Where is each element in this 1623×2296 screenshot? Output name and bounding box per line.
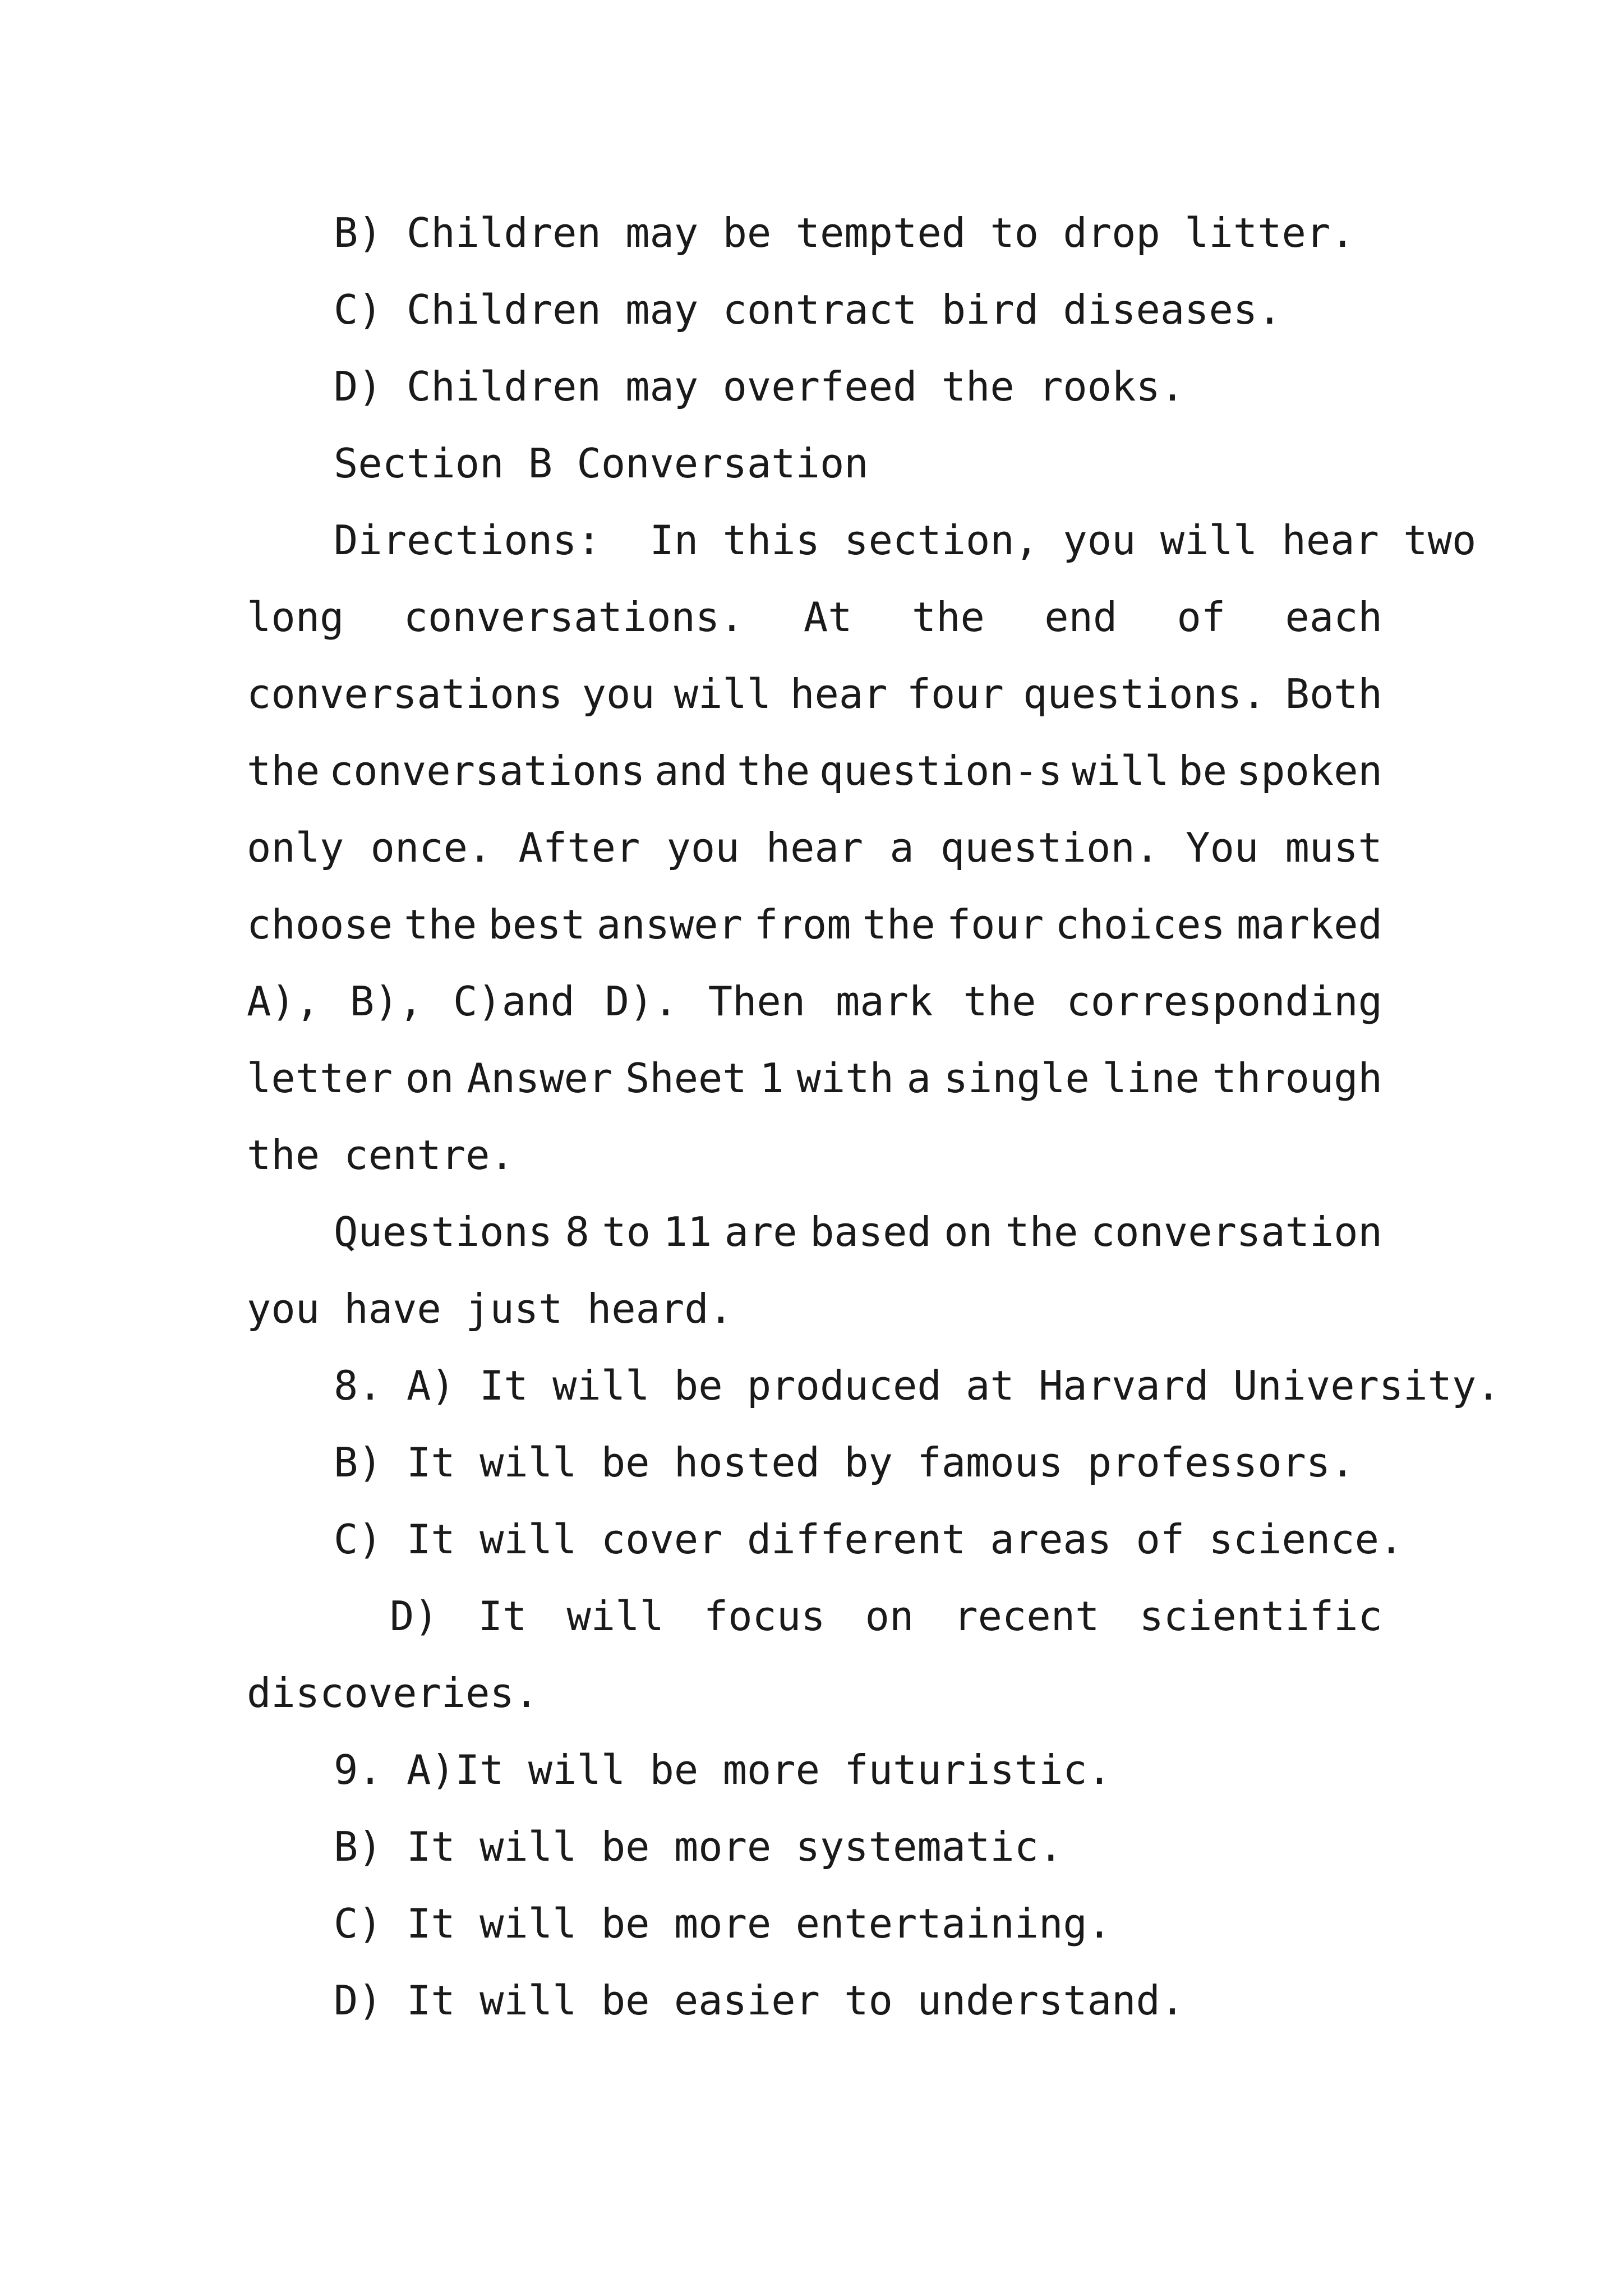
q8-option-a: 8. A) It will be produced at Harvard University. <box>334 1362 1501 1409</box>
word: spoken <box>1236 747 1382 794</box>
word: once. <box>370 824 492 871</box>
directions-line-6 <box>247 886 1382 963</box>
word: will <box>566 1593 664 1640</box>
word: each <box>1285 593 1382 641</box>
word: single <box>943 1055 1090 1102</box>
section-heading: Section B Conversation <box>334 440 869 487</box>
word: conversations. <box>403 593 744 641</box>
word: long <box>247 593 344 641</box>
word: A), <box>247 978 320 1025</box>
word: the <box>963 978 1036 1025</box>
word: Questions <box>334 1208 553 1255</box>
word: choose <box>247 901 393 948</box>
q8-option-b: B) It will be hosted by famous professors. <box>334 1439 1355 1486</box>
word: through <box>1212 1055 1382 1102</box>
word: and <box>654 747 728 794</box>
q7-option-b: B) Children may be tempted to drop litter. <box>334 209 1355 256</box>
word: to <box>602 1208 651 1255</box>
word: hear <box>766 824 864 871</box>
word: you <box>666 824 740 871</box>
word: must <box>1285 824 1382 871</box>
word: question. <box>940 824 1160 871</box>
q9-option-d: D) It will be easier to understand. <box>334 1977 1185 2024</box>
word: mark <box>836 978 933 1025</box>
word: will <box>674 670 772 717</box>
word: It <box>478 1593 527 1640</box>
word: Answer <box>467 1055 613 1102</box>
word: Both <box>1285 670 1382 717</box>
word: on <box>405 1055 454 1102</box>
word: a <box>906 1055 931 1102</box>
directions-line-3 <box>247 656 1382 733</box>
q9-option-b: B) It will be more systematic. <box>334 1823 1063 1870</box>
word: D). <box>605 978 678 1025</box>
word: choices <box>1055 901 1225 948</box>
word: be <box>1178 747 1228 794</box>
word: the <box>1005 1208 1078 1255</box>
directions-line-7 <box>247 963 1382 1040</box>
word: best <box>488 901 585 948</box>
q9-option-a: 9. A)It will be more futuristic. <box>334 1746 1112 1793</box>
q8-option-c: C) It will cover different areas of science. <box>334 1516 1404 1563</box>
word: scientific <box>1139 1593 1382 1640</box>
word: on <box>944 1208 993 1255</box>
word: focus <box>703 1593 826 1640</box>
q9-option-c: C) It will be more entertaining. <box>334 1900 1112 1947</box>
q8-option-d-line-1 <box>247 1578 1382 1655</box>
word: question-s <box>819 747 1063 794</box>
word: recent <box>953 1593 1100 1640</box>
questions-intro-line-1 <box>247 1194 1382 1271</box>
word: with <box>796 1055 894 1102</box>
word: Sheet <box>625 1055 747 1102</box>
word: end <box>1044 593 1118 641</box>
word: letter <box>247 1055 393 1102</box>
word: of <box>1177 593 1226 641</box>
document-body <box>247 195 1501 2039</box>
word: are <box>724 1208 797 1255</box>
word: corresponding <box>1066 978 1382 1025</box>
word: a <box>889 824 914 871</box>
word: D) <box>390 1593 439 1640</box>
word: the <box>862 901 935 948</box>
questions-intro-line-2: you have just heard. <box>247 1285 733 1332</box>
word: marked <box>1236 901 1382 948</box>
word: C)and <box>453 978 575 1025</box>
word: At <box>803 593 852 641</box>
word: 11 <box>663 1208 712 1255</box>
word: four <box>946 901 1044 948</box>
q7-option-c: C) Children may contract bird diseases. <box>334 286 1282 333</box>
directions-line-5 <box>247 809 1382 886</box>
word: line <box>1102 1055 1200 1102</box>
word: you <box>582 670 655 717</box>
q7-option-d: D) Children may overfeed the rooks. <box>334 363 1185 410</box>
word: 8 <box>565 1208 589 1255</box>
word: conversations <box>247 670 563 717</box>
directions-line-4 <box>247 733 1382 809</box>
word: the <box>911 593 985 641</box>
word: the <box>404 901 477 948</box>
word: conversation <box>1090 1208 1382 1255</box>
word: 1 <box>759 1055 784 1102</box>
word: answer <box>596 901 743 948</box>
word: only <box>247 824 344 871</box>
word: Then <box>708 978 806 1025</box>
word: the <box>247 747 320 794</box>
word: hear <box>790 670 888 717</box>
word: from <box>754 901 851 948</box>
word: B), <box>350 978 423 1025</box>
word: the <box>737 747 810 794</box>
word: questions. <box>1023 670 1266 717</box>
word: based <box>810 1208 932 1255</box>
q8-option-d-line-2: discoveries. <box>247 1669 539 1717</box>
directions-line-2 <box>247 579 1382 656</box>
directions-line-9: the centre. <box>247 1131 514 1179</box>
word: You <box>1186 824 1259 871</box>
directions-line-1: Directions: In this section, you will hear two <box>334 517 1477 564</box>
word: on <box>865 1593 914 1640</box>
word: four <box>906 670 1004 717</box>
word: will <box>1072 747 1169 794</box>
word: conversations <box>329 747 645 794</box>
word: After <box>518 824 640 871</box>
directions-line-8 <box>247 1040 1382 1117</box>
